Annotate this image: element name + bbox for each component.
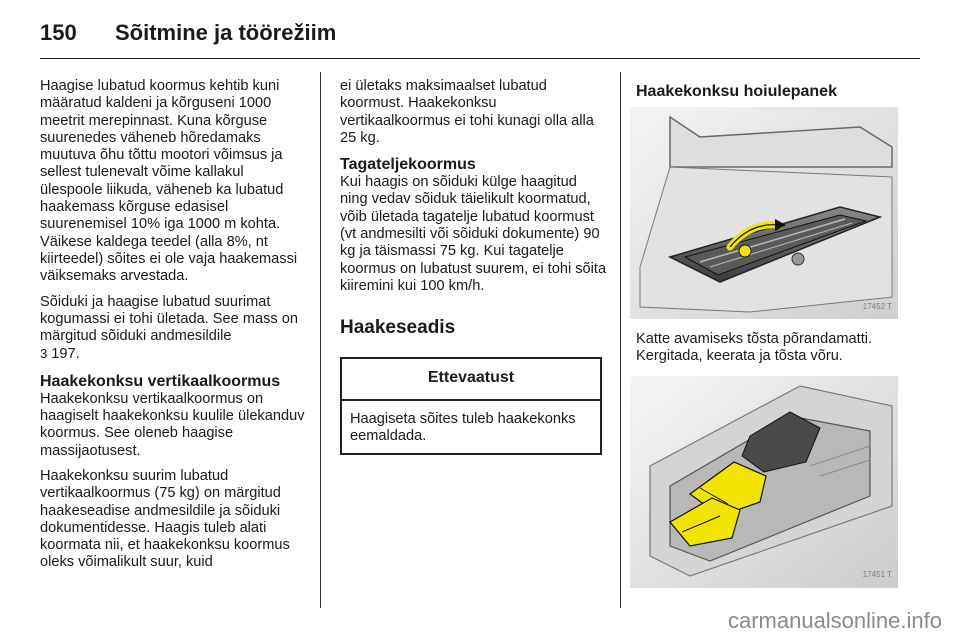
paragraph-rear-axle-load: Kui haagis on sõiduki külge haagitud ning vedav sõiduk täielikult koormatud, võib ületada tagatelje lubatud koormust (vt andmesilti või sõiduki dokumente) 90 kg ja täismassi 75 kg. Kui tagatelje koormus on lubatust suurem, ei tohi sõita kiiremini kui 100 km/h. (340, 174, 607, 294)
site-watermark: carmanualsonline.info (727, 608, 942, 633)
column-1 (40, 78, 308, 580)
section-heading-towing-equipment: Haakeseadis (340, 317, 456, 339)
paragraph-figure-caption: Katte avamiseks tõsta põrandamatti. Kergitada, keerata ja tõsta võru. (636, 331, 873, 365)
cargo-floor-illustration (630, 107, 898, 319)
column-2 (340, 78, 608, 455)
paragraph-gross-mass-text: Sõiduki ja haagise lubatud suurimat kogumassi ei tohi ületada. See mass on märgitud sõiduki andmesildile (40, 293, 298, 345)
figure-code-1: 17452 T (862, 301, 892, 311)
column-3 (636, 78, 916, 588)
caution-box (340, 357, 602, 455)
paragraph-vertical-load-continued: ei ületaks maksimaalset lubatud koormust. Haakekonksu vertikaalkoormus ei tohi kunagi olla alla 25 kg. (340, 78, 594, 146)
paragraph-altitude-load: Haagise lubatud koormus kehtib kuni määratud kaldeni ja kõrguseni 1000 meetrit merepinnast. Kuna kõrguse suurenedes väheneb hõredamaks muutuva õhu tõttu mootori võimsus ja sellest tulenevalt võime kallakul ülespoole liikuda, väheneb ka lubatud haakemass kõrguse edasisel suurenemisel 10% iga 1000 m kohta. Väikese kaldega teedel (alla 8%, nt kiirteedel) sõites ei ole vaja haakemassi väiksemaks arvestada. (40, 78, 298, 285)
storage-well-illustration (630, 376, 898, 588)
header-divider (40, 58, 920, 59)
caution-text: Haagiseta sõites tuleb haakekonks eemaldada. (350, 410, 576, 444)
page-reference-arrow-icon: 3 (40, 346, 48, 362)
paragraph-vertical-load-max: Haakekonksu suurim lubatud vertikaalkoormus (75 kg) on märgitud haakeseadise andmesildile ja sõiduki dokumentidesse. Haagis tuleb alati koormata nii, et haakekonksu koormus oleks võimalikult suur, kuid (40, 467, 290, 571)
section-heading-towbar-storage: Haakekonksu hoiulepanek (636, 83, 837, 100)
section-heading-vertical-load: Haakekonksu vertikaalkoormus (40, 372, 281, 390)
page-reference-link[interactable]: 197. (51, 346, 80, 363)
paragraph-gross-mass (40, 294, 308, 364)
column-divider-2 (620, 72, 621, 608)
figure-floor-cover-ring (630, 107, 898, 319)
section-heading-rear-axle-load: Tagateljekoormus (340, 156, 476, 174)
page-number: 150 (40, 20, 77, 45)
paragraph-vertical-load-definition: Haakekonksu vertikaalkoormus on haagiselt haakekonksu kuulile ülekanduv koormus. See oleneb haagise massijaotusest. (40, 390, 305, 459)
column-divider-1 (320, 72, 321, 608)
figure-code-2: 17451 T (862, 570, 892, 580)
page-title: Sõitmine ja töörežiim (115, 20, 337, 45)
figure-towbar-in-storage (630, 376, 898, 588)
caution-title: Ettevaatust (342, 359, 600, 400)
